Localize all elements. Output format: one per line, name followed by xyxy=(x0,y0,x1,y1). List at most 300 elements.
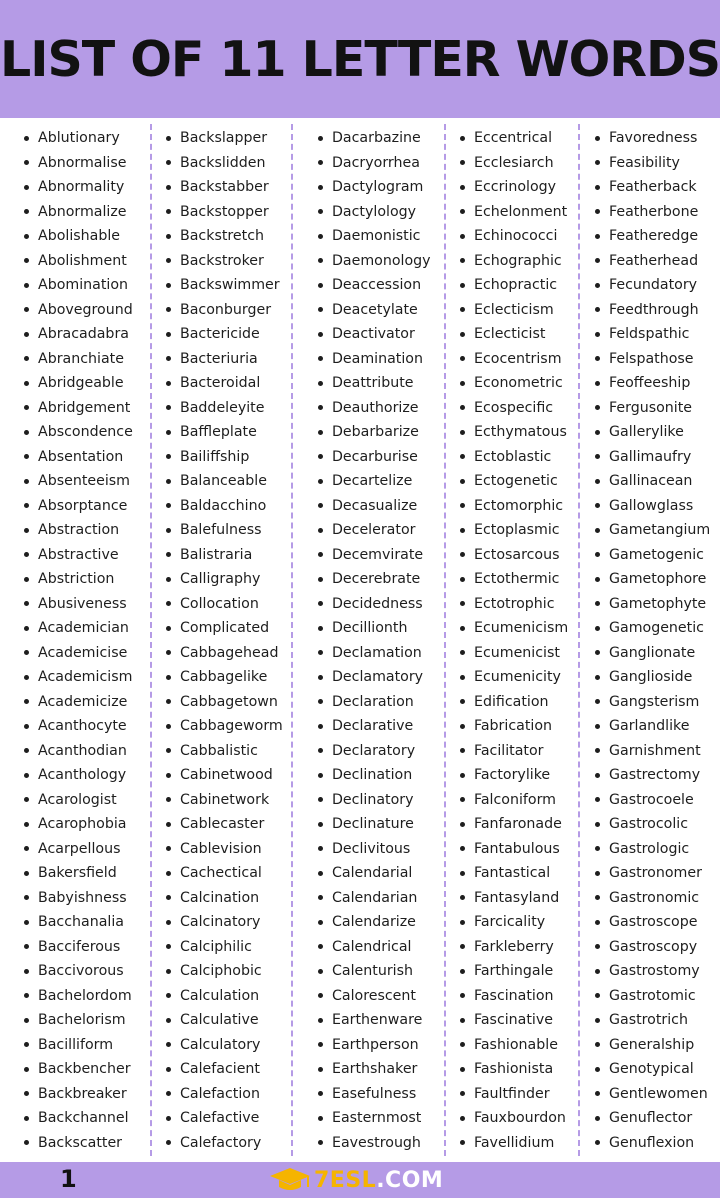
word-item xyxy=(595,812,710,837)
bullet-icon xyxy=(166,381,171,386)
word-text: Ecumenicist xyxy=(474,644,560,661)
word-item xyxy=(166,739,283,764)
bullet-icon xyxy=(595,258,600,263)
bullet-icon xyxy=(460,258,465,263)
word-text: Bactericide xyxy=(180,326,260,342)
word-item xyxy=(595,1082,710,1107)
word-text: Calorescent xyxy=(332,987,416,1004)
bullet-icon xyxy=(318,1116,323,1121)
bullet-icon xyxy=(318,381,323,386)
bullet-icon xyxy=(460,969,465,974)
word-text: Falconiform xyxy=(474,791,556,808)
column-divider xyxy=(291,124,293,1156)
word-text: Farcicality xyxy=(474,914,546,930)
word-text: Abolishable xyxy=(38,228,121,244)
word-item xyxy=(595,371,710,396)
word-text: Echopractic xyxy=(474,277,558,293)
word-item xyxy=(595,592,710,617)
word-item xyxy=(460,788,568,813)
word-text: Bacchanalia xyxy=(38,914,124,930)
word-column-5 xyxy=(595,126,710,1156)
bullet-icon xyxy=(318,797,323,802)
bullet-icon xyxy=(595,846,600,851)
word-text: Aboveground xyxy=(38,301,133,318)
word-item xyxy=(460,469,568,494)
bullet-icon xyxy=(595,503,600,508)
word-item xyxy=(166,396,283,421)
bullet-icon xyxy=(24,626,29,631)
bullet-icon xyxy=(318,528,323,533)
bullet-icon xyxy=(166,822,171,827)
word-item xyxy=(24,1082,133,1107)
bullet-icon xyxy=(318,724,323,729)
word-text: Abstriction xyxy=(38,571,115,587)
word-text: Gastrocoele xyxy=(609,791,694,808)
word-item xyxy=(460,396,568,421)
word-item xyxy=(460,224,568,249)
word-text: Gangsterism xyxy=(609,693,700,710)
word-text: Eavestrough xyxy=(332,1134,421,1151)
word-text: Cabbagehead xyxy=(180,644,279,661)
word-item xyxy=(24,861,133,886)
bullet-icon xyxy=(460,626,465,631)
bullet-icon xyxy=(460,577,465,582)
word-text: Gastronomer xyxy=(609,865,702,881)
word-item xyxy=(318,445,431,470)
word-text: Feedthrough xyxy=(609,301,699,318)
bullet-icon xyxy=(166,920,171,925)
word-item xyxy=(166,959,283,984)
word-item xyxy=(595,151,710,176)
bullet-icon xyxy=(166,405,171,410)
word-item xyxy=(166,714,283,739)
word-item xyxy=(460,1082,568,1107)
word-item xyxy=(595,886,710,911)
word-item xyxy=(24,616,133,641)
word-text: Gastronomic xyxy=(609,889,700,906)
word-text: Ecospecific xyxy=(474,399,554,416)
word-text: Backscatter xyxy=(38,1134,123,1151)
bullet-icon xyxy=(318,895,323,900)
bullet-icon xyxy=(24,920,29,925)
bullet-icon xyxy=(318,969,323,974)
word-text: Gastrectomy xyxy=(609,767,701,783)
word-item xyxy=(595,910,710,935)
word-item xyxy=(595,420,710,445)
word-item xyxy=(166,886,283,911)
bullet-icon xyxy=(318,748,323,753)
word-text: Garlandlike xyxy=(609,718,690,734)
word-item xyxy=(595,788,710,813)
word-text: Featheredge xyxy=(609,228,699,244)
word-text: Feasibility xyxy=(609,154,680,171)
word-item xyxy=(166,200,283,225)
word-item xyxy=(318,592,431,617)
word-item xyxy=(595,714,710,739)
bullet-icon xyxy=(460,797,465,802)
bullet-icon xyxy=(166,675,171,680)
word-item xyxy=(460,861,568,886)
word-text: Calenturish xyxy=(332,963,413,979)
column-divider xyxy=(150,124,152,1156)
word-text: Baddeleyite xyxy=(180,399,265,416)
word-item xyxy=(24,1033,133,1058)
word-text: Bachelordom xyxy=(38,987,132,1004)
word-text: Abracadabra xyxy=(38,326,129,342)
bullet-icon xyxy=(318,307,323,312)
word-item xyxy=(318,690,431,715)
bullet-icon xyxy=(166,1116,171,1121)
word-item xyxy=(460,445,568,470)
word-text: Earthperson xyxy=(332,1036,419,1053)
word-text: Fanfaronade xyxy=(474,816,562,832)
bullet-icon xyxy=(460,381,465,386)
word-item xyxy=(24,420,133,445)
word-item xyxy=(24,1106,133,1131)
word-item xyxy=(166,641,283,666)
word-item xyxy=(166,126,283,151)
word-item xyxy=(24,739,133,764)
bullet-icon xyxy=(318,160,323,165)
bullet-icon xyxy=(166,773,171,778)
bullet-icon xyxy=(318,454,323,459)
word-text: Eclecticism xyxy=(474,301,554,318)
word-text: Gastroscope xyxy=(609,914,698,930)
word-text: Bakersfield xyxy=(38,865,117,881)
word-item xyxy=(318,910,431,935)
word-item xyxy=(24,445,133,470)
word-item xyxy=(318,1008,431,1033)
word-text: Baconburger xyxy=(180,301,272,318)
bullet-icon xyxy=(24,1116,29,1121)
word-text: Gallowglass xyxy=(609,497,694,514)
word-item xyxy=(595,469,710,494)
word-text: Acarpellous xyxy=(38,840,121,857)
word-text: Eccentrical xyxy=(474,130,553,146)
bullet-icon xyxy=(460,1091,465,1096)
word-item xyxy=(460,420,568,445)
word-item xyxy=(318,1082,431,1107)
bullet-icon xyxy=(318,846,323,851)
word-item xyxy=(24,494,133,519)
word-text: Declamation xyxy=(332,644,422,661)
word-text: Dactylogram xyxy=(332,179,424,195)
word-item xyxy=(318,567,431,592)
word-text: Econometric xyxy=(474,375,563,391)
bullet-icon xyxy=(460,405,465,410)
word-text: Acanthodian xyxy=(38,742,127,759)
word-item xyxy=(318,347,431,372)
word-item xyxy=(24,592,133,617)
bullet-icon xyxy=(595,1140,600,1145)
word-text: Abomination xyxy=(38,277,129,293)
bullet-icon xyxy=(460,944,465,949)
word-text: Decarburise xyxy=(332,448,418,465)
word-text: Deauthorize xyxy=(332,399,419,416)
bullet-icon xyxy=(166,724,171,729)
bullet-icon xyxy=(166,1091,171,1096)
word-text: Backstabber xyxy=(180,179,269,195)
bullet-icon xyxy=(166,871,171,876)
bullet-icon xyxy=(460,748,465,753)
word-item xyxy=(318,788,431,813)
word-item xyxy=(460,518,568,543)
word-text: Calcination xyxy=(180,889,260,906)
bullet-icon xyxy=(318,356,323,361)
bullet-icon xyxy=(24,748,29,753)
word-text: Gametophyte xyxy=(609,595,707,612)
word-text: Declination xyxy=(332,767,413,783)
bullet-icon xyxy=(166,1140,171,1145)
word-text: Genuflector xyxy=(609,1110,693,1126)
word-text: Bachelorism xyxy=(38,1012,126,1028)
word-text: Calendarize xyxy=(332,914,416,930)
bullet-icon xyxy=(595,209,600,214)
word-text: Calendarial xyxy=(332,865,413,881)
bullet-icon xyxy=(595,332,600,337)
bullet-icon xyxy=(166,332,171,337)
word-item xyxy=(595,665,710,690)
word-text: Acarologist xyxy=(38,791,117,808)
bullet-icon xyxy=(595,381,600,386)
word-text: Gastrologic xyxy=(609,840,690,857)
bullet-icon xyxy=(318,209,323,214)
word-text: Gastroscopy xyxy=(609,938,698,955)
word-item xyxy=(24,224,133,249)
word-text: Decerebrate xyxy=(332,571,421,587)
word-item xyxy=(24,518,133,543)
bullet-icon xyxy=(318,1067,323,1072)
word-text: Factorylike xyxy=(474,767,551,783)
word-column-2 xyxy=(166,126,283,1156)
bullet-icon xyxy=(166,209,171,214)
brand-name: 7ESL.COM xyxy=(314,1167,444,1193)
word-item xyxy=(24,175,133,200)
word-item xyxy=(24,714,133,739)
bullet-icon xyxy=(166,748,171,753)
word-item xyxy=(595,494,710,519)
bullet-icon xyxy=(460,1042,465,1047)
bullet-icon xyxy=(166,136,171,141)
word-text: Acanthocyte xyxy=(38,718,127,734)
word-item xyxy=(166,518,283,543)
word-text: Fecundatory xyxy=(609,277,698,293)
word-item xyxy=(460,910,568,935)
word-text: Fascination xyxy=(474,987,554,1004)
word-item xyxy=(595,690,710,715)
bullet-icon xyxy=(595,724,600,729)
bullet-icon xyxy=(24,430,29,435)
bullet-icon xyxy=(166,528,171,533)
word-text: Farkleberry xyxy=(474,938,554,955)
bullet-icon xyxy=(318,234,323,239)
word-item xyxy=(318,151,431,176)
bullet-icon xyxy=(166,944,171,949)
bullet-icon xyxy=(166,846,171,851)
word-text: Absentation xyxy=(38,448,124,465)
bullet-icon xyxy=(24,479,29,484)
bullet-icon xyxy=(24,944,29,949)
bullet-icon xyxy=(24,822,29,827)
word-text: Ecthymatous xyxy=(474,424,567,440)
word-item xyxy=(460,322,568,347)
bullet-icon xyxy=(460,1116,465,1121)
word-item xyxy=(24,1057,133,1082)
bullet-icon xyxy=(166,1067,171,1072)
bullet-icon xyxy=(166,479,171,484)
word-item xyxy=(166,837,283,862)
word-item xyxy=(595,200,710,225)
bullet-icon xyxy=(460,920,465,925)
bullet-icon xyxy=(318,283,323,288)
bullet-icon xyxy=(166,969,171,974)
footer-bar xyxy=(0,1162,720,1198)
word-text: Backslidden xyxy=(180,154,266,171)
word-item xyxy=(318,420,431,445)
bullet-icon xyxy=(318,332,323,337)
word-text: Baldacchino xyxy=(180,497,267,514)
word-item xyxy=(166,494,283,519)
word-text: Ectoplasmic xyxy=(474,522,560,538)
bullet-icon xyxy=(166,503,171,508)
word-text: Backstopper xyxy=(180,203,269,220)
word-item xyxy=(460,1131,568,1156)
word-text: Cabbagetown xyxy=(180,693,278,710)
word-item xyxy=(595,126,710,151)
bullet-icon xyxy=(24,797,29,802)
bullet-icon xyxy=(166,356,171,361)
word-text: Farthingale xyxy=(474,963,554,979)
bullet-icon xyxy=(595,356,600,361)
word-item xyxy=(595,1033,710,1058)
bullet-icon xyxy=(318,773,323,778)
bullet-icon xyxy=(318,479,323,484)
word-item xyxy=(24,641,133,666)
word-item xyxy=(460,1033,568,1058)
word-item xyxy=(595,1057,710,1082)
word-item xyxy=(460,616,568,641)
bullet-icon xyxy=(460,307,465,312)
word-text: Balanceable xyxy=(180,473,267,489)
bullet-icon xyxy=(166,185,171,190)
word-text: Genuflexion xyxy=(609,1134,695,1151)
word-item xyxy=(166,592,283,617)
word-text: Fantastical xyxy=(474,865,551,881)
word-text: Baffleplate xyxy=(180,424,257,440)
word-text: Felspathose xyxy=(609,350,694,367)
word-item xyxy=(318,886,431,911)
word-item xyxy=(24,126,133,151)
word-item xyxy=(24,935,133,960)
bullet-icon xyxy=(460,1067,465,1072)
page-title: LIST OF 11 LETTER WORDS xyxy=(0,30,720,88)
word-item xyxy=(24,837,133,862)
word-text: Deamination xyxy=(332,350,423,367)
word-item xyxy=(318,665,431,690)
word-item xyxy=(595,396,710,421)
bullet-icon xyxy=(595,234,600,239)
word-text: Abridgeable xyxy=(38,375,124,391)
bullet-icon xyxy=(166,552,171,557)
word-item xyxy=(166,224,283,249)
word-item xyxy=(24,298,133,323)
bullet-icon xyxy=(595,895,600,900)
bullet-icon xyxy=(595,822,600,827)
word-text: Academicise xyxy=(38,644,128,661)
bullet-icon xyxy=(166,895,171,900)
word-item xyxy=(24,200,133,225)
word-text: Ecumenicity xyxy=(474,669,561,685)
bullet-icon xyxy=(460,895,465,900)
word-text: Ectoblastic xyxy=(474,448,552,465)
bullet-icon xyxy=(24,258,29,263)
word-text: Absorptance xyxy=(38,497,128,514)
word-item xyxy=(24,567,133,592)
bullet-icon xyxy=(24,1091,29,1096)
word-text: Declarative xyxy=(332,718,414,734)
bullet-icon xyxy=(595,601,600,606)
bullet-icon xyxy=(166,601,171,606)
word-item xyxy=(460,567,568,592)
word-item xyxy=(166,543,283,568)
word-item xyxy=(318,1033,431,1058)
word-text: Deacetylate xyxy=(332,301,418,318)
word-item xyxy=(460,812,568,837)
bullet-icon xyxy=(318,430,323,435)
word-item xyxy=(460,249,568,274)
word-text: Dacryorrhea xyxy=(332,154,420,171)
bullet-icon xyxy=(318,258,323,263)
bullet-icon xyxy=(460,234,465,239)
word-item xyxy=(595,935,710,960)
word-text: Declamatory xyxy=(332,669,424,685)
word-text: Facilitator xyxy=(474,742,544,759)
word-item xyxy=(24,322,133,347)
word-text: Decemvirate xyxy=(332,546,424,563)
bullet-icon xyxy=(460,528,465,533)
word-text: Abscondence xyxy=(38,424,133,440)
word-item xyxy=(166,984,283,1009)
bullet-icon xyxy=(24,1042,29,1047)
bullet-icon xyxy=(166,699,171,704)
word-text: Declinatory xyxy=(332,791,414,808)
word-text: Gastrotomic xyxy=(609,987,696,1004)
word-text: Easefulness xyxy=(332,1085,417,1102)
word-text: Calefacient xyxy=(180,1061,260,1077)
bullet-icon xyxy=(460,773,465,778)
word-item xyxy=(595,298,710,323)
word-item xyxy=(595,518,710,543)
bullet-icon xyxy=(24,650,29,655)
word-text: Absenteeism xyxy=(38,473,130,489)
bullet-icon xyxy=(318,626,323,631)
word-text: Cachectical xyxy=(180,865,262,881)
word-item xyxy=(318,763,431,788)
bullet-icon xyxy=(24,773,29,778)
word-text: Gastrostomy xyxy=(609,963,700,979)
word-item xyxy=(166,347,283,372)
bullet-icon xyxy=(595,160,600,165)
word-item xyxy=(460,763,568,788)
word-item xyxy=(166,910,283,935)
word-text: Academician xyxy=(38,620,129,636)
word-text: Bacilliform xyxy=(38,1036,114,1053)
word-item xyxy=(166,812,283,837)
bullet-icon xyxy=(318,650,323,655)
word-item xyxy=(595,1008,710,1033)
word-text: Calefaction xyxy=(180,1085,260,1102)
graduation-cap-icon xyxy=(268,1165,312,1195)
